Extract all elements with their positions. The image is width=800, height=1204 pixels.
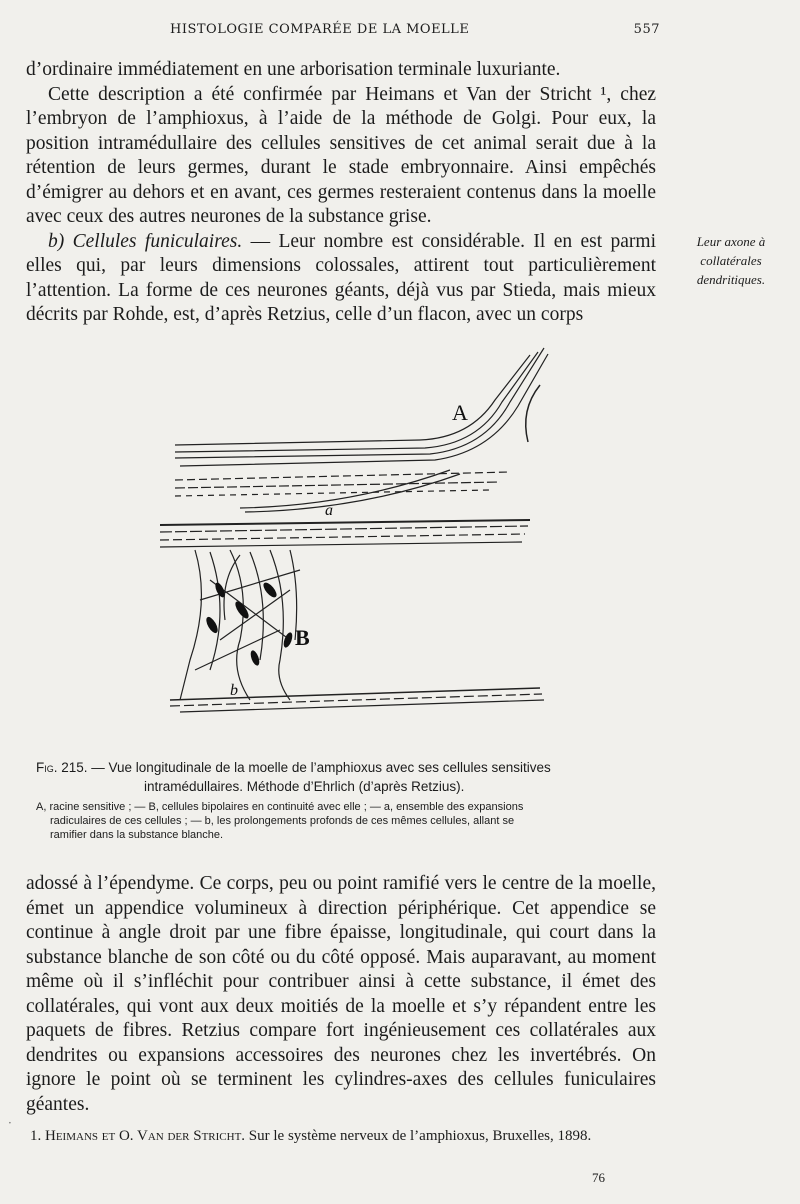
footnote — [30, 1126, 670, 1147]
legend-line-3: ramifier dans la substance blanche. — [50, 829, 224, 841]
paragraph-continuation-bottom: adossé à l’épendyme. Ce corps, peu ou point ramifié vers le centre de la moelle, émet un appendice volumineux à direction périphérique. Cet appendice se continue à angle droit par une fibre épaisse, longitudinale, qui court dans la substance blanche de son côté ou du côté opposé. Mais auparavant, au moment même où il s’infléchit pour contribuer ainsi à cette substance, il émet des collatérales, qui vont aux deux moitiés de la moelle et s’y répandent entre les paquets de fibres. Retzius compare fort ingénieusement ces collatérales aux dendrites ou expansions accessoires des neurones chez les invertébrés. On ignore le point où se terminent les cylindres-axes des cellules funiculaires géantes. — [26, 873, 656, 1115]
figure-legend — [36, 800, 676, 842]
section-b-text: — Leur nombre est considérable. Il en est parmi elles qui, par leurs dimensions colossales, attirent tout particulièrement l’attention. La forme de ces neurones géants, déjà vus par Stieda, mais mieux décrits par Rohde, est, d’après Retzius, celle d’un flacon, avec un corps — [26, 230, 656, 325]
sheet-number: 76 — [592, 1170, 605, 1185]
footnote-text: . Sur le système nerveux de l’amphioxus, Bruxelles, 1898. — [241, 1128, 592, 1144]
label-b: b — [230, 682, 238, 699]
figure-number: Fig. 215. — [36, 760, 88, 775]
footnote-number: 1. — [30, 1128, 45, 1144]
header-title: HISTOLOGIE COMPARÉE DE LA MOELLE — [170, 22, 470, 37]
paragraph-funicular — [26, 230, 656, 328]
cell-body — [233, 600, 251, 621]
legend-line-1: A, racine sensitive ; — B, cellules bipolaires en continuité avec elle ; — a, ensemble des expansions — [36, 801, 524, 813]
paragraph-heimans: Cette description a été confirmée par Heimans et Van der Stricht ¹, chez l’embryon de l’amphioxus, à l’aide de la méthode de Golgi. Pour eux, la position intramédullaire des cellules sensitives de cet animal serait due à la rétention de leurs germes, durant le stade embryonnaire. Ainsi empêchés d’émigrer au dehors et en avant, ces germes resteraient contenus dans la moelle avec ceux des autres neurones de la substance grise. — [26, 83, 656, 227]
label-A: A — [452, 400, 468, 425]
figure-215 — [150, 340, 550, 720]
margin-mark: · — [8, 1116, 12, 1130]
paragraph-continuation: d’ordinaire immédiatement en une arborisation terminale luxuriante. — [26, 59, 561, 80]
cell-body — [204, 615, 220, 635]
section-b-label: b) Cellules funiculaires. — [48, 230, 243, 252]
body-text-top — [26, 58, 656, 328]
footnote-authors: Heimans et O. Van der Stricht — [45, 1128, 242, 1144]
caption-text-1: — Vue longitudinale de la moelle de l’amphioxus avec ses cellules sensitives — [87, 760, 551, 775]
cell-body — [282, 631, 294, 648]
page-number: 557 — [633, 22, 660, 37]
cell-body — [261, 581, 279, 600]
root-a-fiber — [175, 355, 530, 445]
cell-body — [249, 649, 261, 666]
figure-caption — [36, 758, 666, 796]
label-B: B — [295, 625, 310, 650]
margin-note: Leur axone à collatérales dendritiques. — [696, 234, 766, 287]
caption-text-2: intramédullaires. Méthode d’Ehrlich (d’après Retzius). — [144, 779, 465, 794]
legend-line-2: radiculaires de ces cellules ; — b, les prolongements profonds de ces mêmes cellules, allant se — [50, 815, 515, 827]
body-text-bottom — [26, 872, 656, 1117]
label-a: a — [325, 502, 333, 519]
